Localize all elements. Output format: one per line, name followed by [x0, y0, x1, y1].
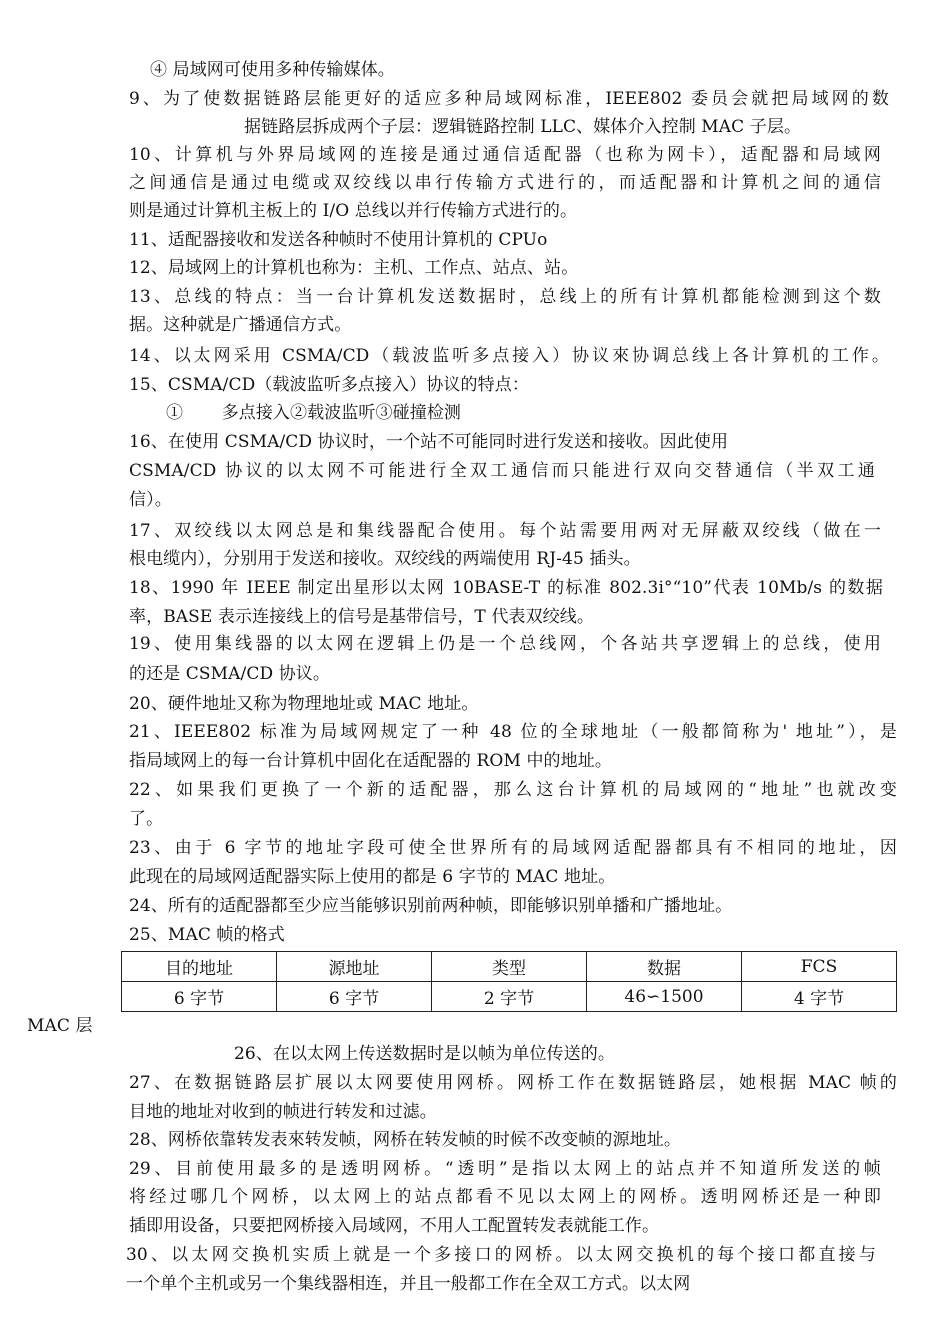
table-cell: 46∽1500	[587, 982, 742, 1012]
text-line: 18、1990 年 IEEE 制定出星形以太网 10BASE-T 的标准 802.3i°“10”代表 10Mb/s 的数据	[129, 578, 883, 598]
text-line: 则是通过计算机主板上的 I/O 总线以并行传输方式进行的。	[129, 201, 578, 221]
text-line: 此现在的局域网适配器实际上使用的都是 6 字节的 MAC 地址。	[129, 867, 616, 887]
text-line: 插即用设备，只要把网桥接入局域网，不用人工配置转发表就能工作。	[129, 1216, 660, 1236]
text-line: 27、在数据链路层扩展以太网要使用网桥。网桥工作在数据链路层，她根据 MAC 帧的	[129, 1073, 897, 1093]
text-line: 根电缆内），分别用于发送和接收。双绞线的两端使用 RJ-45 插头。	[129, 549, 641, 569]
text-line: 12、局域网上的计算机也称为：主机、工作点、站点、站。	[129, 258, 579, 278]
table-header-cell: FCS	[742, 952, 897, 982]
text-line: 信）。	[129, 490, 172, 510]
text-line: 之间通信是通过电缆或双绞线以串行传输方式进行的，而适配器和计算机之间的通信	[129, 173, 881, 193]
text-line: ④ 局域网可使用多种传输媒体。	[150, 60, 395, 80]
text-line: 率，BASE 表示连接线上的信号是基带信号，T 代表双绞线。	[129, 607, 594, 627]
text-line: 22、如果我们更换了一个新的适配器，那么这台计算机的局域网的“地址”也就改变	[129, 780, 897, 800]
text-line: 据链路层拆成两个子层：逻辑链路控制 LLC、媒体介入控制 MAC 子层。	[244, 117, 802, 137]
text-line: 11、适配器接收和发送各种帧时不使用计算机的 CPUo	[129, 230, 548, 250]
text-line: 24、所有的适配器都至少应当能够识别前两种帧，即能够识别单播和广播地址。	[129, 896, 733, 916]
table-cell: 2 字节	[432, 982, 587, 1012]
text-line: ① 多点接入②载波监听③碰撞检测	[166, 403, 462, 423]
text-line: 指局域网上的每一台计算机中固化在适配器的 ROM 中的地址。	[129, 751, 612, 771]
text-line: 30、以太网交换机实质上就是一个多接口的网桥。以太网交换机的每个接口都直接与	[126, 1245, 876, 1265]
text-line: 目地的地址对收到的帧进行转发和过滤。	[129, 1102, 437, 1122]
text-line: 17、双绞线以太网总是和集线器配合使用。每个站需要用两对无屏蔽双绞线（做在一	[129, 521, 881, 541]
text-line: 20、硬件地址又称为物理地址或 MAC 地址。	[129, 694, 479, 714]
text-line: 16、在使用 CSMA/CD 协议时，一个站不可能同时进行发送和接收。因此使用	[129, 432, 729, 452]
text-line: 的还是 CSMA/CD 协议。	[129, 664, 331, 684]
text-line: 据。这种就是广播通信方式。	[129, 315, 352, 335]
text-line: 23、由于 6 字节的地址字段可使全世界所有的局域网适配器都具有不相同的地址，因	[129, 838, 897, 858]
text-line: 了。	[129, 809, 164, 829]
text-line: 29、目前使用最多的是透明网桥。“透明”是指以太网上的站点并不知道所发送的帧	[129, 1159, 881, 1179]
table-header-cell: 源地址	[277, 952, 432, 982]
text-line: 26、在以太网上传送数据时是以帧为单位传送的。	[234, 1044, 615, 1064]
text-line: 13、总线的特点：当一台计算机发送数据时，总线上的所有计算机都能检测到这个数	[129, 287, 881, 307]
table-header-cell: 目的地址	[122, 952, 277, 982]
text-line: 将经过哪几个网桥，以太网上的站点都看不见以太网上的网桥。透明网桥还是一种即	[129, 1187, 881, 1207]
text-line: 15、CSMA/CD（载波监听多点接入）协议的特点：	[129, 375, 529, 395]
table-row	[122, 952, 897, 982]
text-line: 28、网桥依靠转发表來转发帧，网桥在转发帧的时候不改变帧的源地址。	[129, 1130, 681, 1150]
table-header-cell: 类型	[432, 952, 587, 982]
table-cell: 6 字节	[277, 982, 432, 1012]
text-line: 9、为了使数据链路层能更好的适应多种局域网标准，IEEE802 委员会就把局域网的数	[129, 89, 889, 109]
text-line: 21、IEEE802 标准为局域网规定了一种 48 位的全球地址（一般都简称为' 地址”），是	[129, 722, 897, 742]
table-header-cell: 数据	[587, 952, 742, 982]
text-line: 10、计算机与外界局域网的连接是通过通信适配器（也称为网卡），适配器和局域网	[129, 145, 881, 165]
text-line: 一个单个主机或另一个集线器相连，并且一般都工作在全双工方式。以太网	[126, 1274, 691, 1294]
table-row	[122, 982, 897, 1012]
text-line: 14、以太网采用 CSMA/CD（载波监听多点接入）协议來协调总线上各计算机的工作。	[129, 346, 889, 366]
mac-frame-table	[121, 951, 897, 1012]
table-cell: 6 字节	[122, 982, 277, 1012]
table-cell: 4 字节	[742, 982, 897, 1012]
text-line: 19、使用集线器的以太网在逻辑上仍是一个总线网，个各站共享逻辑上的总线，使用	[129, 634, 881, 654]
text-line: CSMA/CD 协议的以太网不可能进行全双工通信而只能进行双向交替通信（半双工通	[129, 461, 875, 481]
text-line: 25、MAC 帧的格式	[129, 925, 285, 945]
text-line: MAC 层	[27, 1016, 93, 1036]
